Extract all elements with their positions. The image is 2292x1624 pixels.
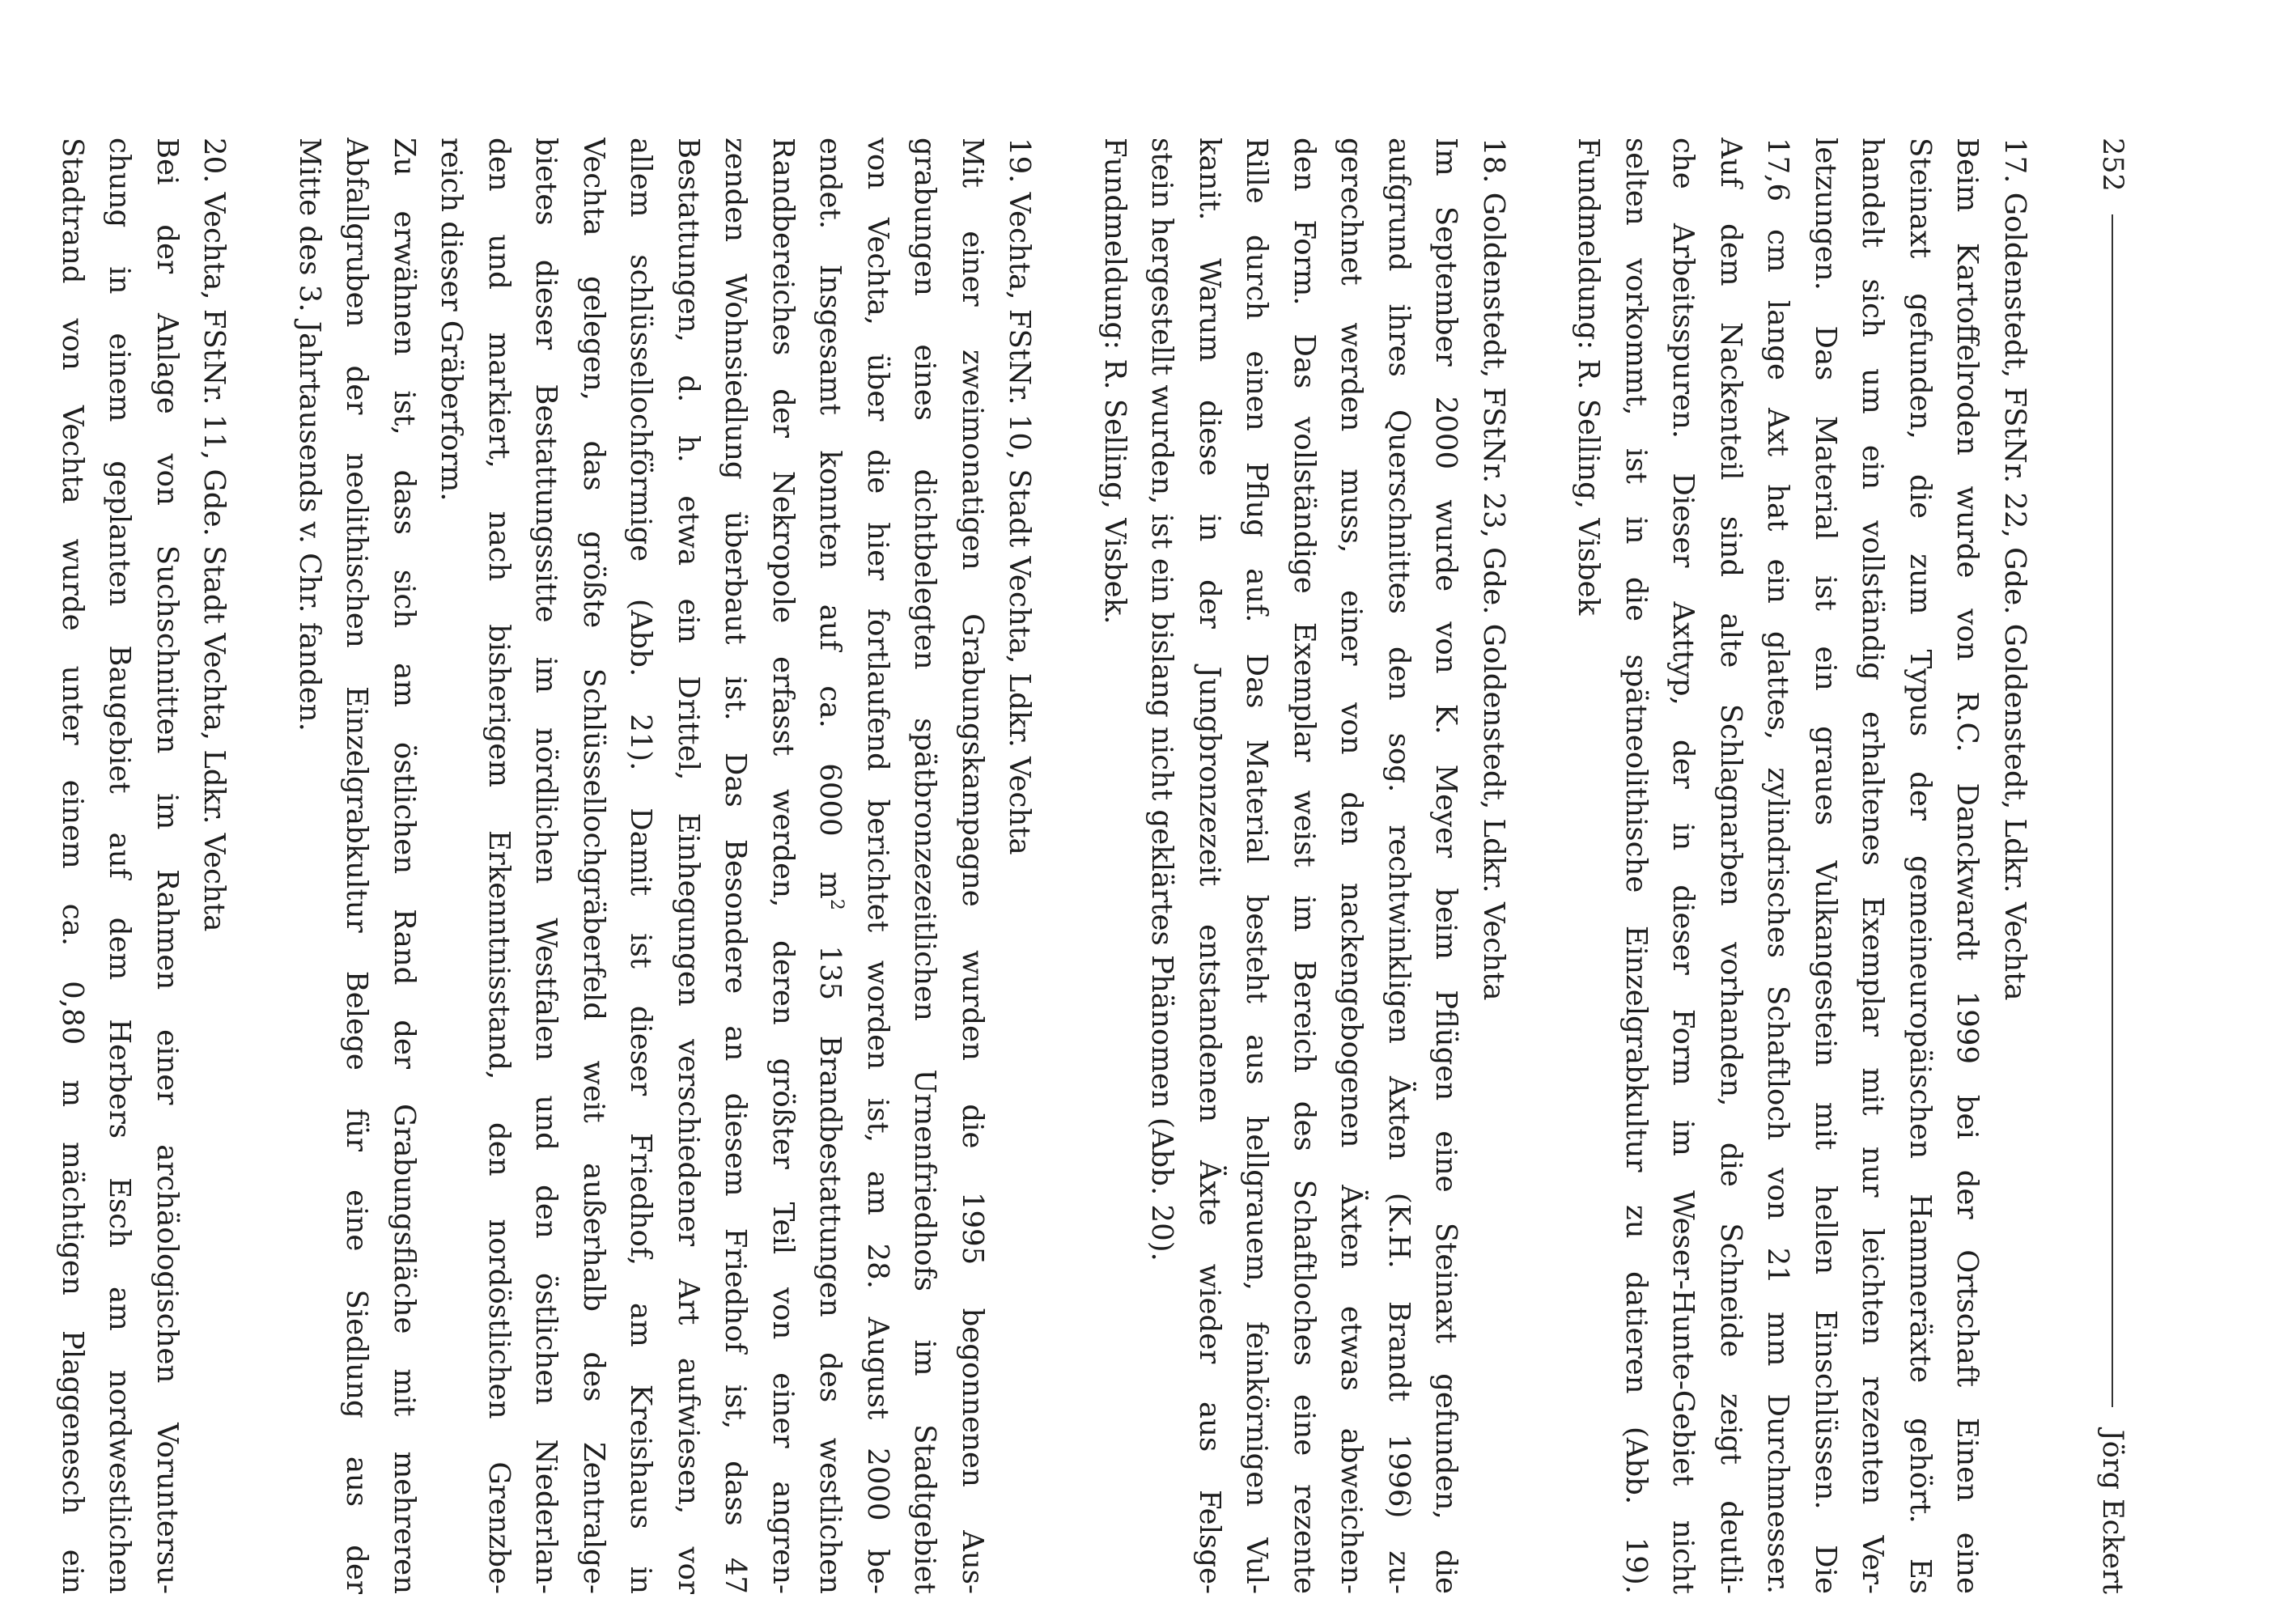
entry-text-line: Fundmeldung: R. Selling, Visbek (1572, 138, 1606, 616)
entry-text-line: Fundmeldung: R. Selling, Visbek. (1098, 138, 1131, 625)
find-report-entry (49, 138, 238, 1594)
entry-text-line: zenden Wohnsiedlung überbaut ist. Das Besondere an diesem Friedhof ist, dass 47 (719, 138, 753, 1594)
entry-text-line: Abfallgruben der neolithischen Einzelgrabkultur Belege für eine Siedlung aus der (340, 138, 374, 1594)
entry-text-line: Im September 2000 wurde von K. Meyer beim Pflügen eine Steinaxt gefunden, die (1429, 138, 1463, 1594)
entry-text-line: Beim Kartoffelroden wurde von R.C. Danckwardt 1999 bei der Ortschaft Einen eine (1950, 138, 1984, 1594)
body-text (1, 138, 2039, 1594)
entry-text-line: Rille durch einen Pflug auf. Das Material besteht aus hellgrauem, feinkörnigen Vul- (1240, 138, 1274, 1594)
entry-heading: 20. Vechta, FStNr. 11, Gde. Stadt Vechta, Ldkr. Vechta (197, 138, 231, 932)
find-report-entry (1091, 138, 1517, 1594)
running-head (2088, 138, 2137, 1594)
entry-text-line: stein hergestellt wurden, ist ein bislang nicht geklärtes Phänomen (Abb. 20). (1145, 138, 1179, 1261)
entry-text-line: Auf dem Nackenteil sind alte Schlagnarben vorhanden, die Schneide zeigt deutli- (1714, 138, 1747, 1594)
entry-text-line: aufgrund ihres Querschnittes den sog. rechtwinkligen Äxten (K.H. Brandt 1996) zu- (1382, 138, 1416, 1594)
entry-text-line: Zu erwähnen ist, dass sich am östlichen Rand der Grabungsfläche mit mehreren (388, 138, 421, 1594)
entry-text-line: gerechnet werden muss, einer von den nackengebogenen Äxten etwas abweichen- (1335, 138, 1369, 1594)
entry-text-line: Mit einer zweimonatigen Grabungskampagne wurden die 1995 begonnenen Aus- (956, 138, 989, 1594)
entry-text-line: Randbereiches der Nekropole erfasst werden, deren größter Teil von einer angren- (766, 138, 800, 1594)
find-report-entry (286, 138, 1043, 1594)
entry-heading: 18. Goldenstedt, FStNr. 23, Gde. Goldenstedt, Ldkr. Vechta (1477, 138, 1510, 1001)
author-name: Jörg Eckert (2096, 1429, 2129, 1594)
entry-text-line: Vechta gelegen, das größte Schlüssellochgräberfeld weit außerhalb des Zentralge- (577, 138, 610, 1594)
entry-text-line: Bei der Anlage von Suchschnitten im Rahmen einer archäologischen Voruntersu- (151, 138, 184, 1594)
entry-text-line: chung in einem geplanten Baugebiet auf dem Herbers Esch am nordwestlichen (103, 138, 137, 1594)
entry-text-line: Stadtrand von Vechta wurde unter einem ca. 0,80 m mächtigen Plaggenesch ein (56, 138, 89, 1594)
entry-text-line: endet. Insgesamt konnten auf ca. 6000 $m^2$ 135 Brandbestattungen des westlichen (813, 138, 847, 1594)
entry-text-line: allem schlüssellochförmige (Abb. 21). Damit ist dieser Friedhof, am Kreishaus in (624, 138, 658, 1594)
entry-text-line: Mitte des 3. Jahrtausends v. Chr. fanden. (293, 138, 326, 731)
entry-text-line: von Vechta, über die hier fortlaufend berichtet worden ist, am 28. August 2000 be- (861, 138, 894, 1594)
header-rule (2112, 214, 2113, 1407)
entry-text-line: kanit. Warum diese in der Jungbronzezeit entstandenen Äxte wieder aus Felsge- (1193, 138, 1226, 1594)
entry-text-line: reich dieser Gräberform. (435, 138, 469, 502)
entry-heading: 17. Goldenstedt, FStNr. 22, Gde. Goldenstedt, Ldkr. Vechta (1998, 138, 2031, 1001)
entry-text-line: bietes dieser Bestattungssitte im nördlichen Westfalen und den östlichen Niederlan- (529, 138, 563, 1594)
entry-text-line: Steinaxt gefunden, die zum Typus der gemeineuropäischen Hammeräxte gehört. Es (1904, 138, 1937, 1594)
entry-text-line: letzungen. Das Material ist ein graues Vulkangestein mit hellen Einschlüssen. Die (1809, 138, 1842, 1594)
entry-text-line: handelt sich um ein vollständig erhaltenes Exemplar mit nur leichten rezenten Ver- (1856, 138, 1890, 1594)
entry-heading: 19. Vechta, FStNr. 10, Stadt Vechta, Ldkr. Vechta (1003, 138, 1037, 855)
rotated-document-page (56, 138, 2137, 1594)
find-report-entry (1564, 138, 2038, 1594)
page-number: 252 (2096, 138, 2129, 192)
entry-text-line: Bestattungen, d. h. etwa ein Drittel, Einhegungen verschiedener Art aufwiesen, vor (672, 138, 705, 1594)
entry-text-line: den Form. Das vollständige Exemplar weist im Bereich des Schaftloches eine rezente (1288, 138, 1321, 1594)
entry-text-line: grabungen eines dichtbelegten spätbronzezeitlichen Urnenfriedhofs im Stadtgebiet (908, 138, 942, 1594)
entry-text-line: che Arbeitsspuren. Dieser Axttyp, der in dieser Form im Weser-Hunte-Gebiet nicht (1666, 138, 1700, 1594)
entry-text-line: den und markiert, nach bisherigem Erkenntnisstand, den nordöstlichen Grenzbe- (482, 138, 516, 1594)
superscript-two: 2 (826, 898, 847, 910)
entry-text-line: 17,6 cm lange Axt hat ein glattes, zylindrisches Schaftloch von 21 mm Durchmesser. (1761, 138, 1795, 1594)
entry-text-line: selten vorkommt, ist in die spätneolithische Einzelgrabkultur zu datieren (Abb. 19). (1619, 138, 1653, 1594)
